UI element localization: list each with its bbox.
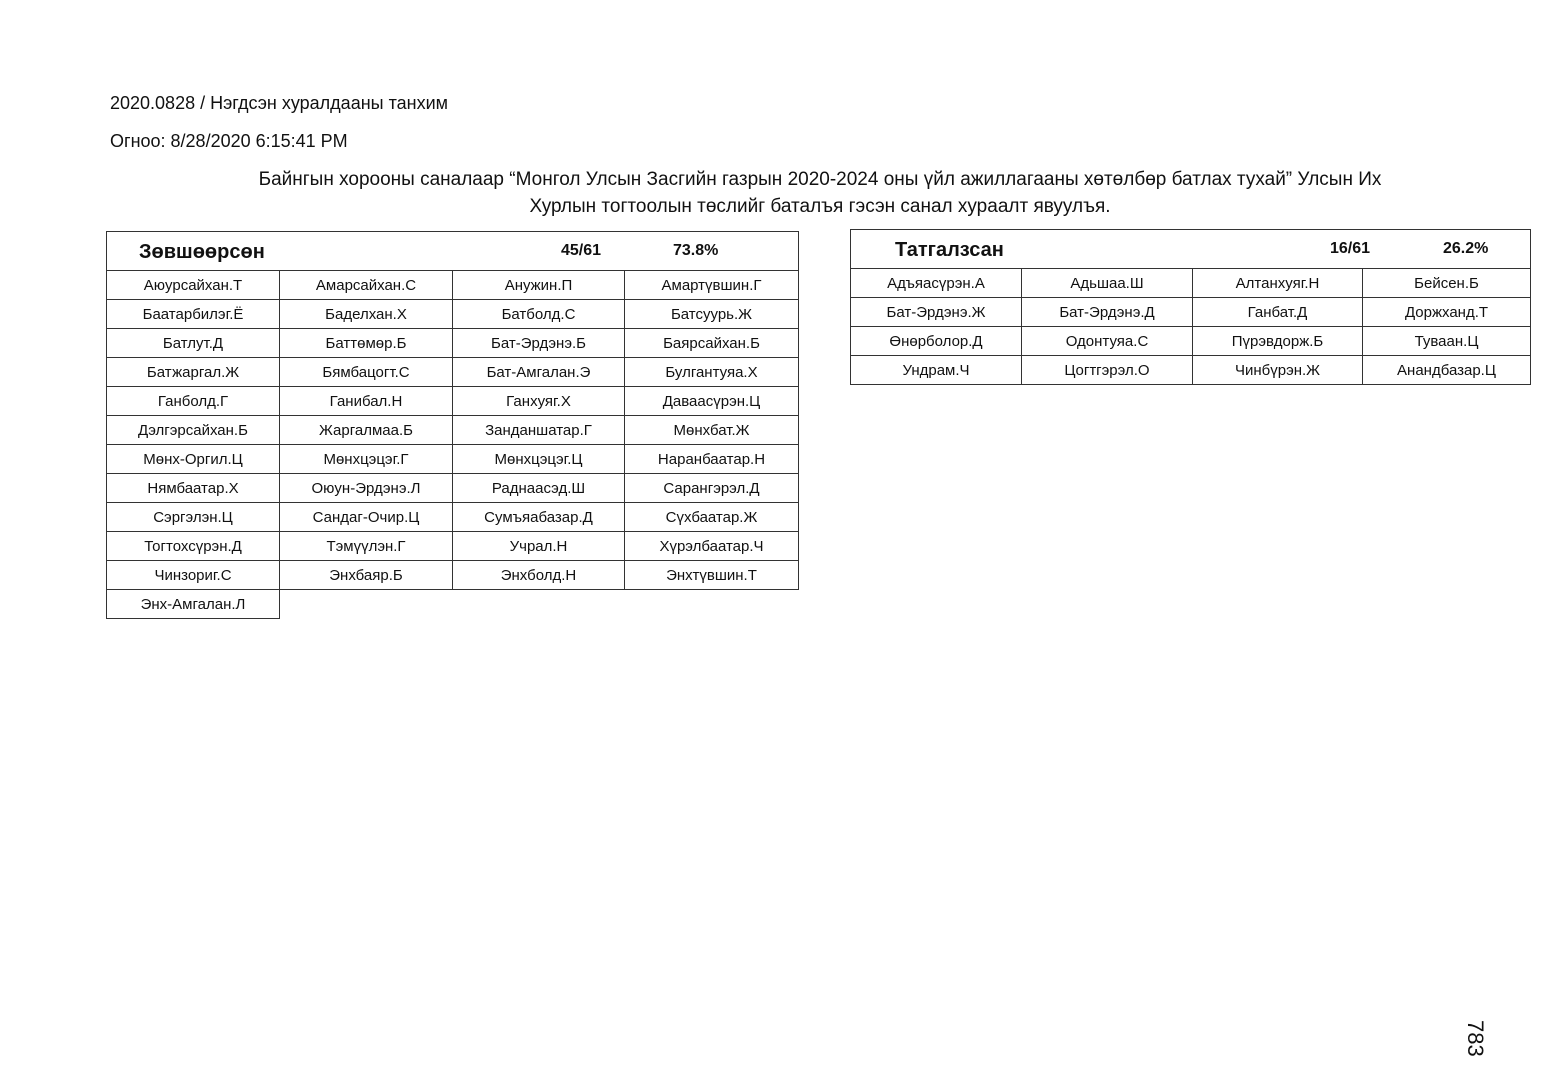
approved-member-name: Мөнхбат.Ж — [625, 416, 799, 445]
rejected-member-name: Адьшаа.Ш — [1022, 269, 1193, 298]
approved-row — [107, 416, 799, 445]
approved-row — [107, 329, 799, 358]
rejected-row — [851, 298, 1531, 327]
approved-member-name: Булгантуяа.Х — [625, 358, 799, 387]
approved-table — [106, 231, 799, 619]
approved-member-name: Аюурсайхан.Т — [107, 271, 280, 300]
approved-row — [107, 387, 799, 416]
approved-member-name: Энхболд.Н — [453, 561, 625, 590]
rejected-member-name: Анандбазар.Ц — [1363, 356, 1531, 385]
approved-member-name: Мөнхцэцэг.Ц — [453, 445, 625, 474]
approved-member-name: Тогтохсүрэн.Д — [107, 532, 280, 561]
approved-count: 45/61 — [561, 242, 602, 259]
rejected-member-name: Чинбүрэн.Ж — [1193, 356, 1363, 385]
approved-member-name: Ганболд.Г — [107, 387, 280, 416]
approved-member-name: Сандаг-Очир.Ц — [280, 503, 453, 532]
approved-row — [107, 445, 799, 474]
approved-member-name: Даваасүрэн.Ц — [625, 387, 799, 416]
approved-empty-cell — [453, 590, 625, 619]
approved-member-name: Баттөмөр.Б — [280, 329, 453, 358]
approved-member-name: Хүрэлбаатар.Ч — [625, 532, 799, 561]
approved-member-name: Баярсайхан.Б — [625, 329, 799, 358]
approved-title: Зөвшөөрсөн — [139, 241, 265, 263]
approved-row — [107, 358, 799, 387]
rejected-row — [851, 356, 1531, 385]
rejected-percent: 26.2% — [1443, 240, 1489, 257]
approved-member-name: Баатарбилэг.Ё — [107, 300, 280, 329]
approved-member-name: Сумъяабазар.Д — [453, 503, 625, 532]
rejected-member-name: Өнөрболор.Д — [851, 327, 1022, 356]
motion-line-2: Хурлын тогтоолын төслийг баталъя гэсэн санал хураалт явуулъя. — [529, 196, 1111, 217]
approved-member-name: Амартүвшин.Г — [625, 271, 799, 300]
approved-member-name: Батжаргал.Ж — [107, 358, 280, 387]
rejected-member-name: Ундрам.Ч — [851, 356, 1022, 385]
rejected-member-name: Бат-Эрдэнэ.Д — [1022, 298, 1193, 327]
approved-member-name: Баделхан.Х — [280, 300, 453, 329]
approved-member-name: Тэмүүлэн.Г — [280, 532, 453, 561]
approved-member-name: Анужин.П — [453, 271, 625, 300]
approved-row — [107, 590, 799, 619]
approved-member-name: Оюун-Эрдэнэ.Л — [280, 474, 453, 503]
approved-member-name: Нямбаатар.Х — [107, 474, 280, 503]
approved-row — [107, 532, 799, 561]
approved-member-name: Батлут.Д — [107, 329, 280, 358]
approved-member-name: Учрал.Н — [453, 532, 625, 561]
approved-member-name: Амарсайхан.С — [280, 271, 453, 300]
rejected-member-name: Пүрэвдорж.Б — [1193, 327, 1363, 356]
approved-member-name: Сүхбаатар.Ж — [625, 503, 799, 532]
approved-row — [107, 474, 799, 503]
approved-member-name: Батболд.С — [453, 300, 625, 329]
approved-row — [107, 561, 799, 590]
approved-row — [107, 503, 799, 532]
approved-member-name: Мөнхцэцэг.Г — [280, 445, 453, 474]
rejected-member-name: Туваан.Ц — [1363, 327, 1531, 356]
session-heading: 2020.0828 / Нэгдсэн хуралдааны танхим — [110, 93, 449, 113]
approved-member-name: Бямбацогт.С — [280, 358, 453, 387]
rejected-row — [851, 327, 1531, 356]
page-number: 783 — [1463, 1020, 1488, 1057]
approved-row — [107, 300, 799, 329]
motion-text — [150, 166, 1490, 220]
approved-member-name: Жаргалмаа.Б — [280, 416, 453, 445]
rejected-member-name: Доржханд.Т — [1363, 298, 1531, 327]
approved-row — [107, 271, 799, 300]
rejected-member-name: Ганбат.Д — [1193, 298, 1363, 327]
approved-member-name: Наранбаатар.Н — [625, 445, 799, 474]
approved-member-name: Раднаасэд.Ш — [453, 474, 625, 503]
rejected-member-name: Бейсен.Б — [1363, 269, 1531, 298]
approved-percent: 73.8% — [673, 242, 719, 259]
rejected-table — [850, 229, 1531, 385]
approved-empty-cell — [280, 590, 453, 619]
approved-member-name: Мөнх-Оргил.Ц — [107, 445, 280, 474]
rejected-count: 16/61 — [1330, 240, 1371, 257]
rejected-member-name: Адъяасүрэн.А — [851, 269, 1022, 298]
approved-member-name: Сэргэлэн.Ц — [107, 503, 280, 532]
approved-member-name: Сарангэрэл.Д — [625, 474, 799, 503]
approved-member-name: Чинзориг.С — [107, 561, 280, 590]
approved-member-name: Бат-Амгалан.Э — [453, 358, 625, 387]
approved-header — [107, 232, 799, 271]
vote-date: Огноо: 8/28/2020 6:15:41 PM — [110, 131, 348, 151]
approved-member-name: Дэлгэрсайхан.Б — [107, 416, 280, 445]
rejected-member-name: Бат-Эрдэнэ.Ж — [851, 298, 1022, 327]
approved-member-name: Ганибал.Н — [280, 387, 453, 416]
approved-empty-cell — [625, 590, 799, 619]
approved-member-name: Бат-Эрдэнэ.Б — [453, 329, 625, 358]
rejected-header — [851, 230, 1531, 269]
rejected-member-name: Алтанхуяг.Н — [1193, 269, 1363, 298]
approved-member-name: Энхтүвшин.Т — [625, 561, 799, 590]
rejected-title: Татгалзсан — [895, 239, 1004, 261]
approved-member-name: Энх-Амгалан.Л — [107, 590, 280, 619]
approved-member-name: Занданшатар.Г — [453, 416, 625, 445]
approved-member-name: Батсуурь.Ж — [625, 300, 799, 329]
approved-member-name: Энхбаяр.Б — [280, 561, 453, 590]
rejected-member-name: Одонтуяа.С — [1022, 327, 1193, 356]
approved-member-name: Ганхуяг.Х — [453, 387, 625, 416]
rejected-row — [851, 269, 1531, 298]
motion-line-1: Байнгын хорооны саналаар “Монгол Улсын Засгийн газрын 2020-2024 оны үйл ажиллагааны хөтөлбөр батлах тухай” Улсын Их — [258, 169, 1382, 190]
rejected-member-name: Цогтгэрэл.О — [1022, 356, 1193, 385]
